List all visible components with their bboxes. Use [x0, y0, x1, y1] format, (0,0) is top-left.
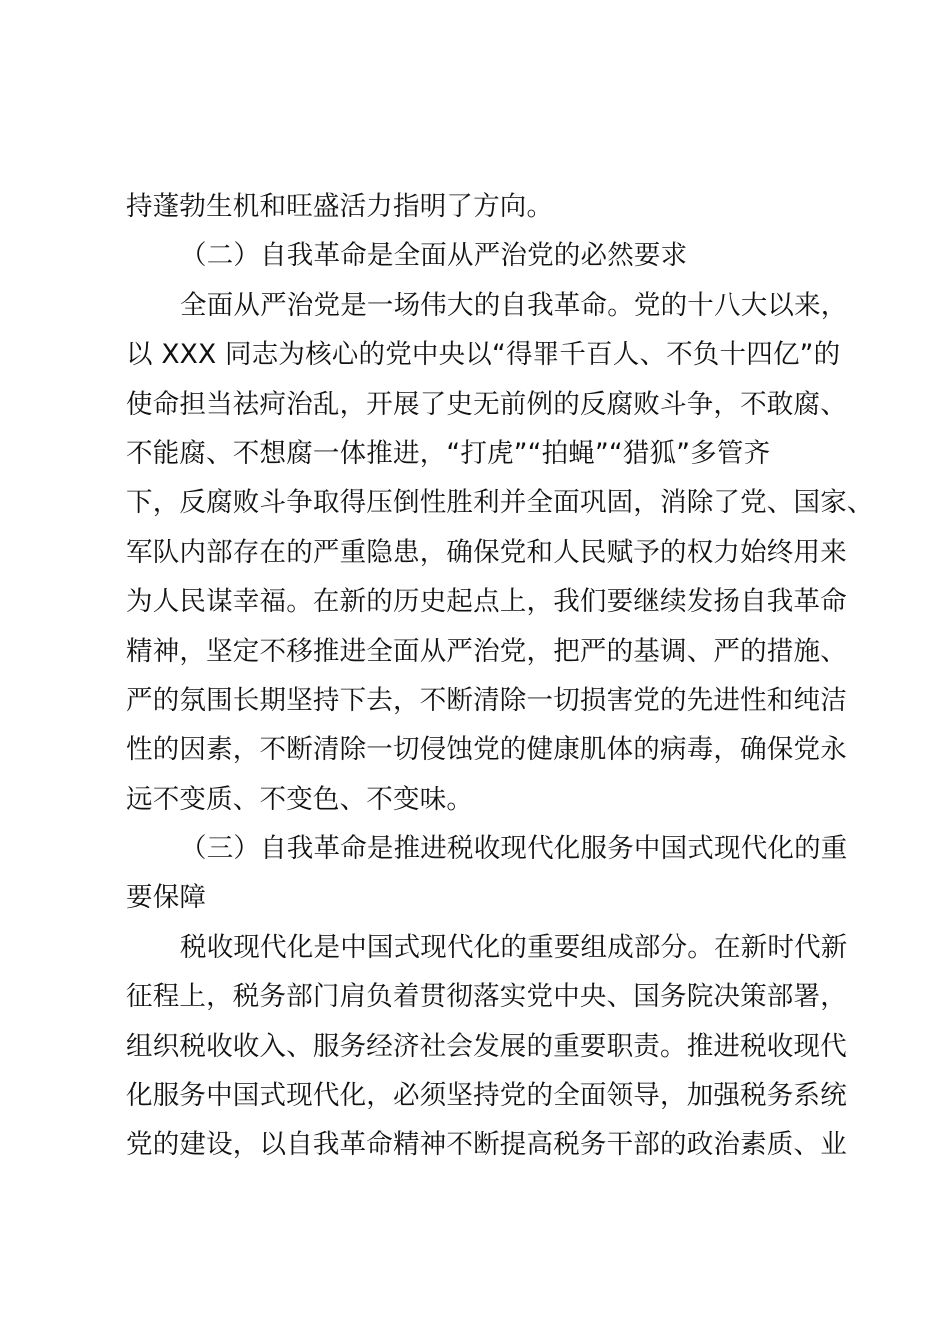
document-body: [126, 182, 874, 1170]
section-heading-2: （二）自我革命是全面从严治党的必然要求: [180, 240, 688, 272]
body-text-line: 持蓬勃生机和旺盛活力指明了方向。: [126, 191, 554, 222]
paragraph-line: 税收现代化是中国式现代化的重要组成部分。在新时代新: [180, 931, 848, 963]
paragraph-line: 性的因素，不断清除一切侵蚀党的健康肌体的病毒，确保党永: [126, 734, 847, 766]
paragraph-line: 远不变质、不变色、不变味。: [126, 783, 474, 815]
paragraph-line: 为人民谋幸福。在新的历史起点上，我们要继续发扬自我革命: [126, 586, 847, 618]
paragraph-line: 精神，坚定不移推进全面从严治党，把严的基调、严的措施、: [126, 635, 847, 667]
paragraph-line: 全面从严治党是一场伟大的自我革命。党的十八大以来，: [180, 289, 848, 321]
paragraph-line: 军队内部存在的严重隐患，确保党和人民赋予的权力始终用来: [126, 536, 847, 568]
paragraph-line: 使命担当祛疴治乱，开展了史无前例的反腐败斗争，不敢腐、: [126, 388, 847, 420]
paragraph-line: 严的氛围长期坚持下去，不断清除一切损害党的先进性和纯洁: [126, 684, 847, 716]
paragraph-line: 以 XXX 同志为核心的党中央以“得罪千百人、不负十四亿”的: [126, 339, 841, 371]
paragraph-line: 不能腐、不想腐一体推进，“打虎”“拍蝇”“猎狐”多管齐: [126, 437, 771, 469]
paragraph-line: 化服务中国式现代化，必须坚持党的全面领导，加强税务系统: [126, 1080, 847, 1112]
section-heading-3-continuation: 要保障: [126, 882, 207, 914]
section-heading-3: （三）自我革命是推进税收现代化服务中国式现代化的重: [180, 833, 848, 865]
paragraph-line: 党的建设，以自我革命精神不断提高税务干部的政治素质、业: [126, 1129, 847, 1161]
paragraph-line: 征程上，税务部门肩负着贯彻落实党中央、国务院决策部署，: [126, 981, 847, 1013]
paragraph-line: 组织税收收入、服务经济社会发展的重要职责。推进税收现代: [126, 1030, 847, 1062]
paragraph-line: 下，反腐败斗争取得压倒性胜利并全面巩固，消除了党、国家、: [126, 487, 874, 519]
